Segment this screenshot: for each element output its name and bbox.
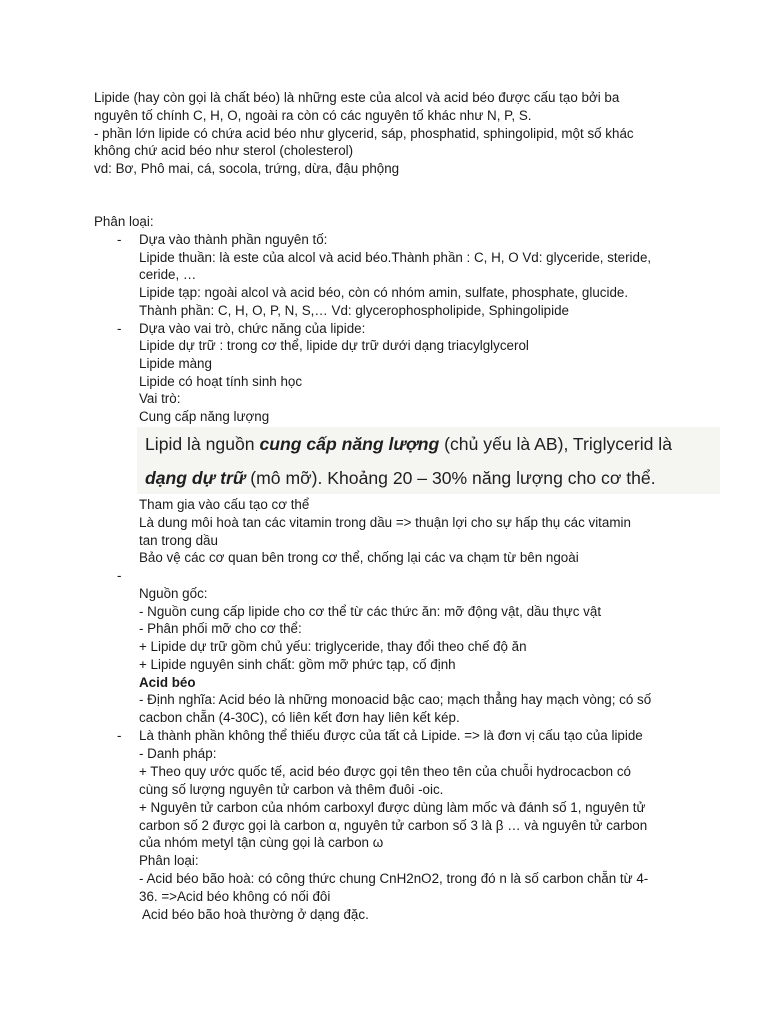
list-item: Là thành phần không thể thiếu được của tất cả Lipide. => là đơn vị cấu tạo của lipide [139, 728, 643, 743]
section-heading: Acid béo [139, 675, 196, 690]
list-bullet: - [117, 321, 122, 336]
list-item: cacbon chẵn (4-30C), có liên kết đơn hay liên kết kép. [139, 710, 460, 725]
list-bullet: - [117, 728, 122, 743]
highlight-image [137, 427, 720, 494]
highlight-emphasis: dạng dự trữ [145, 468, 246, 488]
list-item: 36. =>Acid béo không có nối đôi [139, 889, 331, 904]
highlight-line [145, 433, 672, 455]
list-item: tan trong dầu [139, 533, 218, 548]
classification-title: Phân loại: [94, 214, 154, 229]
list-item: Lipide tạp: ngoài alcol và acid béo, còn có nhóm amin, sulfate, phosphate, glucide. [139, 285, 629, 300]
list-item: - Định nghĩa: Acid béo là những monoacid bậc cao; mạch thẳng hay mạch vòng; có số [139, 692, 652, 707]
highlight-text: (chủ yếu là AB), Triglycerid là [439, 434, 672, 454]
highlight-emphasis: cung cấp năng lượng [259, 434, 440, 454]
list-bullet: - [117, 232, 122, 247]
list-item: ceride, … [139, 267, 197, 282]
list-item: - Acid béo bão hoà: có công thức chung CnH2nO2, trong đó n là số carbon chẵn từ 4- [139, 871, 649, 886]
list-item: Vai trò: [139, 391, 181, 406]
list-item: Dựa vào vai trò, chức năng của lipide: [139, 321, 366, 336]
list-item: của nhóm metyl tận cùng gọi là carbon ω [139, 835, 384, 850]
list-item: Acid béo bão hoà thường ở dạng đặc. [139, 907, 369, 922]
intro-line: không chứ acid béo như sterol (cholesterol) [94, 143, 354, 158]
intro-line: vd: Bơ, Phô mai, cá, socola, trứng, dừa, đậu phộng [94, 161, 400, 176]
list-item: Lipide có hoạt tính sinh học [139, 374, 303, 389]
list-item: Bảo vệ các cơ quan bên trong cơ thể, chống lại các va chạm từ bên ngoài [139, 550, 579, 565]
list-bullet: - [117, 568, 122, 583]
intro-line: - phần lớn lipide có chứa acid béo như glycerid, sáp, phosphatid, sphingolipid, một số khác [94, 126, 634, 141]
list-item: + Lipide dự trữ gồm chủ yếu: triglyceride, thay đổi theo chế độ ăn [139, 639, 527, 654]
intro-line: nguyên tố chính C, H, O, ngoài ra còn có các nguyên tố khác như N, P, S. [94, 108, 532, 123]
list-item: cùng số lượng nguyên tử carbon và thêm đuôi -oic. [139, 782, 444, 797]
highlight-line [145, 467, 656, 489]
list-item: carbon số 2 được gọi là carbon α, nguyên tử carbon số 3 là β … và nguyên tử carbon [139, 818, 648, 833]
intro-line: Lipide (hay còn gọi là chất béo) là những este của alcol và acid béo được cấu tạo bởi ba [94, 90, 620, 105]
highlight-text: Lipid là nguồn [145, 434, 260, 454]
list-item: - Nguồn cung cấp lipide cho cơ thể từ các thức ăn: mỡ động vật, dầu thực vật [139, 604, 602, 619]
list-item: Nguồn gốc: [139, 586, 208, 601]
list-item: + Theo quy ước quốc tế, acid béo được gọi tên theo tên của chuỗi hydrocacbon có [139, 764, 631, 779]
highlight-text: (mô mỡ). Khoảng 20 – 30% năng lượng cho cơ thể. [245, 468, 656, 488]
list-item: Tham gia vào cấu tạo cơ thể [139, 497, 310, 512]
list-item: - Phân phối mỡ cho cơ thể: [139, 621, 302, 636]
list-item: Là dung môi hoà tan các vitamin trong dầu => thuận lợi cho sự hấp thụ các vitamin [139, 515, 631, 530]
list-item: Thành phần: C, H, O, P, N, S,… Vd: glycerophospholipide, Sphingolipide [139, 303, 569, 318]
list-item: + Nguyên tử carbon của nhóm carboxyl được dùng làm mốc và đánh số 1, nguyên tử [139, 800, 646, 815]
list-item: Lipide dự trữ : trong cơ thể, lipide dự trữ dưới dạng triacylglycerol [139, 338, 529, 353]
list-item: + Lipide nguyên sinh chất: gồm mỡ phức tạp, cố định [139, 657, 456, 672]
list-item: Phân loại: [139, 853, 199, 868]
list-item: Lipide màng [139, 356, 212, 371]
list-item: Dựa vào thành phần nguyên tố: [139, 232, 328, 247]
list-item: Lipide thuần: là este của alcol và acid béo.Thành phần : C, H, O Vd: glyceride, steride, [139, 250, 652, 265]
list-item: - Danh pháp: [139, 746, 217, 761]
list-item: Cung cấp năng lượng [139, 409, 270, 424]
